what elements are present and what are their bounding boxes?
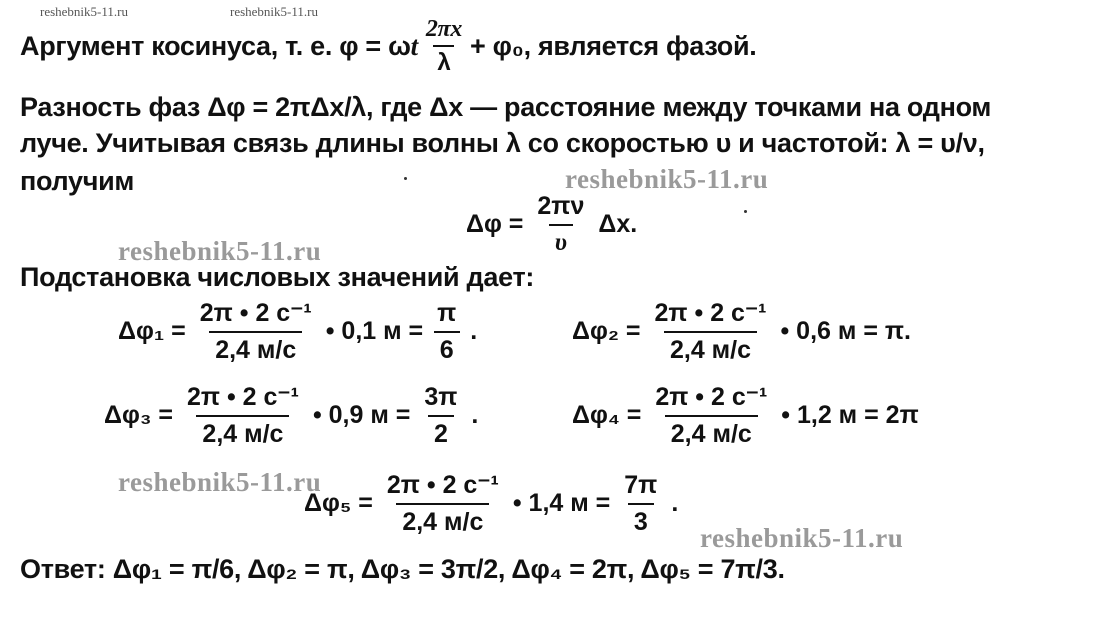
eq5-rnum: 7π [624, 470, 658, 499]
watermark-top-left: reshebnik5-11.ru [40, 4, 128, 19]
scan-speck [404, 177, 407, 180]
watermark-top-center: reshebnik5-11.ru [230, 4, 318, 19]
text-line-wavelength-relation: луче. Учитывая связь длины волны λ со скоростью υ и частотой: λ = υ/ν, [20, 128, 985, 158]
eq1-mid: • 0,1 м = [325, 317, 424, 345]
main-eq-den: υ [549, 224, 573, 257]
text-line-phase-difference: Разность фаз Δφ = 2πΔx/λ, где Δx — расстояние между точками на одном [20, 92, 992, 122]
eq1-lhs: Δφ₁ = [118, 317, 186, 345]
eq2-mid: • 0,6 м = π [780, 317, 905, 345]
equation-dphi-2 [572, 298, 911, 365]
equation-dphi-3 [104, 382, 478, 449]
eq5-result-fraction [618, 471, 663, 537]
watermark-left: reshebnik5-11.ru [118, 236, 322, 266]
eq2-tail: . [904, 317, 911, 345]
line1-frac-den: λ [433, 45, 454, 77]
equation-dphi-5 [304, 470, 678, 537]
watermark-lower-right: reshebnik5-11.ru [700, 523, 904, 553]
eq4-num: 2π • 2 с⁻¹ [655, 383, 768, 411]
equation-main [466, 192, 637, 257]
main-eq-num: 2πν [537, 192, 585, 220]
eq5-den: 2,4 м/с [396, 503, 489, 537]
eq1-fraction [194, 298, 318, 365]
eq3-lhs: Δφ₃ = [104, 401, 173, 429]
eq1-rnum: π [437, 298, 457, 327]
line1-frac-num: 2πx [425, 16, 463, 42]
eq3-mid: • 0,9 м = [312, 401, 411, 429]
line1-t: t [410, 31, 418, 61]
eq2-num: 2π • 2 с⁻¹ [654, 299, 767, 327]
equation-dphi-1 [118, 298, 477, 365]
line1-post: + φ₀, является фазой. [470, 31, 757, 61]
eq4-den: 2,4 м/с [665, 415, 758, 449]
eq1-rden: 6 [434, 331, 460, 365]
answer-line: Ответ: Δφ₁ = π/6, Δφ₂ = π, Δφ₃ = 3π/2, Δφ₄ = 2π, Δφ₅ = 7π/3. [20, 554, 785, 584]
watermark-middle: reshebnik5-11.ru [565, 164, 769, 194]
line1-pre: Аргумент косинуса, т. е. φ = ω [20, 31, 411, 61]
eq2-fraction [649, 298, 773, 365]
eq3-rden: 2 [428, 415, 454, 449]
watermark-lower-left: reshebnik5-11.ru [118, 467, 322, 497]
eq3-den: 2,4 м/с [196, 415, 289, 449]
eq2-lhs: Δφ₂ = [572, 317, 641, 345]
eq3-tail: . [471, 401, 479, 429]
eq1-result-fraction [431, 299, 462, 365]
eq4-fraction [649, 382, 773, 449]
eq3-fraction [181, 382, 305, 449]
text-line-substitution: Подстановка числовых значений дает: [20, 262, 535, 292]
line1-fraction [422, 16, 466, 77]
eq4-mid: • 1,2 м = 2π [781, 401, 919, 429]
text-line-obtain: получим [20, 166, 135, 196]
eq1-tail: . [470, 317, 478, 345]
eq5-num: 2π • 2 с⁻¹ [386, 471, 499, 499]
eq5-fraction [381, 470, 505, 537]
eq4-lhs: Δφ₄ = [572, 401, 642, 429]
eq2-den: 2,4 м/с [664, 331, 757, 365]
main-eq-rhs: Δx. [598, 210, 638, 238]
eq5-rden: 3 [628, 503, 654, 537]
text-line-phase [20, 16, 756, 77]
eq5-tail: . [671, 489, 679, 517]
eq1-num: 2π • 2 с⁻¹ [199, 299, 312, 327]
eq3-num: 2π • 2 с⁻¹ [186, 383, 299, 411]
equation-dphi-4 [572, 382, 919, 449]
eq1-den: 2,4 м/с [209, 331, 302, 365]
eq5-mid: • 1,4 м = [512, 489, 611, 517]
eq3-result-fraction [418, 383, 463, 449]
scan-speck [744, 210, 747, 213]
eq5-lhs: Δφ₅ = [304, 489, 373, 517]
eq3-rnum: 3π [424, 382, 458, 411]
main-eq-lhs: Δφ = [466, 210, 524, 238]
main-eq-fraction [531, 192, 590, 257]
